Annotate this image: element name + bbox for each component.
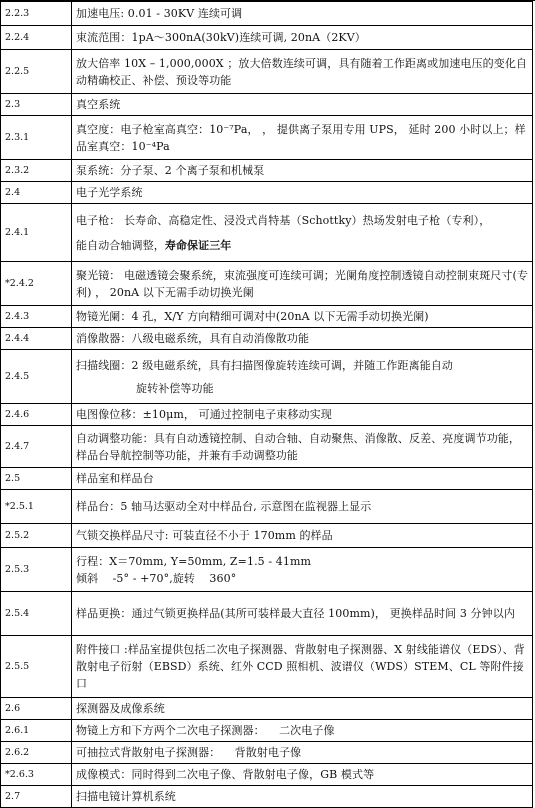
row-text-line-1: 行程：X＝70mm, Y=50mm, Z=1.5 - 41mm <box>76 554 312 568</box>
row-text: 样品台：5 轴马达驱动全对中样品台, 示意图在监视器上显示 <box>72 490 533 524</box>
row-text: 扫描电镜计算机系统 <box>72 786 533 808</box>
table-row <box>1 50 533 94</box>
row-text-emphasis: 寿命保证三年 <box>164 238 232 252</box>
row-number: 2.2.3 <box>1 2 72 26</box>
row-text-line-2: 旋转补偿等功能 <box>136 381 214 395</box>
table-row <box>1 524 533 548</box>
table-row <box>1 182 533 204</box>
row-text: 聚光镜： 电磁透镜会聚系统，束流强度可连续可调；光阑角度控制透镜自动控制束斑尺寸(专利) ， 20nA 以下无需手动切换光阑 <box>72 262 533 306</box>
row-number: 2.6.1 <box>1 720 72 742</box>
table-row <box>1 404 533 426</box>
table-row <box>1 94 533 116</box>
row-text-line-2: 倾斜 -5° - +70°,旋转 360° <box>76 571 237 585</box>
row-number: *2.5.1 <box>1 490 72 524</box>
table-row <box>1 262 533 306</box>
row-number: 2.6 <box>1 698 72 720</box>
table-row <box>1 548 533 592</box>
row-number: 2.2.5 <box>1 50 72 94</box>
row-text: 样品更换：通过气锁更换样品(其所可装样最大直径 100mm)， 更换样品时间 3 分钟以内 <box>72 592 533 636</box>
row-number: *2.6.3 <box>1 764 72 786</box>
row-number: 2.4.4 <box>1 328 72 350</box>
row-text: 气锁交换样品尺寸: 可装直径不小于 170mm 的样品 <box>72 524 533 548</box>
row-text: 电图像位移：±10μm， 可通过控制电子束移动实现 <box>72 404 533 426</box>
row-number: 2.4.7 <box>1 426 72 468</box>
row-text: 物镜光阑：4 孔，X/Y 方向精细可调对中(20nA 以下无需手动切换光阑) <box>72 306 533 328</box>
row-text: 放大倍率 10X – 1,000,000X ；放大倍数连续可调，具有随着工作距离或加速电压的变化自动精确校正、补偿、预设等功能 <box>72 50 533 94</box>
row-text-multiline <box>72 548 533 592</box>
row-text: 自动调整功能：具有自动透镜控制、自动合轴、自动聚焦、消像散、反差、亮度调节功能， 样品台导航控制等功能，并兼有手动调整功能 <box>72 426 533 468</box>
row-text: 真空度：电子枪室高真空：10⁻⁷Pa， ， 提供离子泵用专用 UPS， 延时 200 小时以上；样品室真空：10⁻⁴Pa <box>72 116 533 160</box>
table-row <box>1 426 533 468</box>
table-row <box>1 720 533 742</box>
table-row <box>1 350 533 404</box>
table-row <box>1 742 533 764</box>
table-row <box>1 592 533 636</box>
table-row <box>1 2 533 26</box>
row-number: 2.5.4 <box>1 592 72 636</box>
row-number: 2.4.5 <box>1 350 72 404</box>
row-text: 成像模式：同时得到二次电子像、背散射电子像，GB 模式等 <box>72 764 533 786</box>
row-number: 2.3.2 <box>1 160 72 182</box>
row-number: 2.5.2 <box>1 524 72 548</box>
row-text: 真空系统 <box>72 94 533 116</box>
row-number: *2.4.2 <box>1 262 72 306</box>
row-number: 2.5.3 <box>1 548 72 592</box>
row-number: 2.5 <box>1 468 72 490</box>
row-text: 电子光学系统 <box>72 182 533 204</box>
row-text: 束流范围：1pA～300nA(30kV)连续可调, 20nA（2KV） <box>72 26 533 50</box>
table-row <box>1 26 533 50</box>
row-text-line-1: 电子枪： 长寿命、高稳定性、浸没式肖特基（Schottky）热场发射电子枪（专利）， <box>76 213 491 227</box>
table-row <box>1 160 533 182</box>
row-text: 消像散器：八级电磁系统，具有自动消像散功能 <box>72 328 533 350</box>
row-text-line-1: 扫描线圈：2 级电磁系统，具有扫描图像旋转连续可调，并随工作距离能自动 <box>76 358 453 372</box>
row-number: 2.3 <box>1 94 72 116</box>
row-number: 2.6.2 <box>1 742 72 764</box>
table-row <box>1 116 533 160</box>
table-row <box>1 764 533 786</box>
row-text-multiline <box>72 204 533 262</box>
table-row <box>1 636 533 698</box>
row-text-part: 能自动合轴调整， <box>76 238 165 252</box>
row-text: 物镜上方和下方两个二次电子探测器： 二次电子像 <box>72 720 533 742</box>
row-number: 2.4.1 <box>1 204 72 262</box>
table-row <box>1 328 533 350</box>
row-text: 附件接口 :样品室提供包括二次电子探测器、背散射电子探测器、X 射线能谱仪（EDS）、背散射电子衍射（EBSD）系统、红外 CCD 照相机、波谱仪（WDS）STEM、CL 等附件接口 <box>72 636 533 698</box>
row-number: 2.5.5 <box>1 636 72 698</box>
table-row <box>1 786 533 808</box>
table-row <box>1 204 533 262</box>
row-text-line-2 <box>76 237 528 254</box>
row-text: 探测器及成像系统 <box>72 698 533 720</box>
row-number: 2.3.1 <box>1 116 72 160</box>
row-text: 泵系统：分子泵、2 个离子泵和机械泵 <box>72 160 533 182</box>
row-number: 2.4.6 <box>1 404 72 426</box>
table-row <box>1 490 533 524</box>
row-text: 可抽拉式背散射电子探测器： 背散射电子像 <box>72 742 533 764</box>
spec-table <box>0 1 533 808</box>
row-text: 加速电压: 0.01 - 30KV 连续可调 <box>72 2 533 26</box>
row-text: 样品室和样品台 <box>72 468 533 490</box>
row-number: 2.2.4 <box>1 26 72 50</box>
row-number: 2.4 <box>1 182 72 204</box>
table-row <box>1 468 533 490</box>
table-row <box>1 698 533 720</box>
row-number: 2.7 <box>1 786 72 808</box>
row-number: 2.4.3 <box>1 306 72 328</box>
row-text-multiline <box>72 350 533 404</box>
table-row <box>1 306 533 328</box>
